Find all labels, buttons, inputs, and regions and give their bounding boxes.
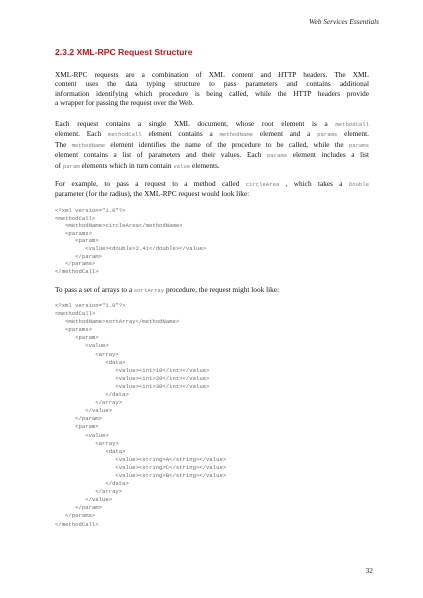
- running-head: Web Services Essentials: [309, 17, 379, 26]
- paragraph-line: information identifying which procedure is being called, while the HTTP headers provide: [55, 88, 369, 98]
- inline-code: params: [267, 152, 288, 160]
- text-run: procedure, the request might look like:: [164, 285, 280, 294]
- paragraph-line: [55, 285, 369, 295]
- paragraph-line: content uses the data typing structure to pass parameters and contains additional: [55, 79, 369, 89]
- text-run: of: [55, 160, 63, 170]
- paragraph-request-structure: [55, 119, 369, 171]
- text-run: element contains a: [141, 129, 220, 139]
- text-run: element contains a list of parameters and their values. Each: [55, 150, 268, 160]
- paragraph-line: [55, 179, 369, 189]
- page-number: 32: [365, 566, 373, 575]
- code-block-sort-array: <?xml version="1.0"?> <methodCall> <methodName>sortArray</methodName> <params> <param> <value> <array> <data> <value><int>10</int></value> <value><int>20</int></value> <value><int>30</int></value> </data> </array> </value> </param> <param> <value> <array> <data> <value><string>A</string></value> <value><string>C</string></value> <value><string>B</string></value> </data> </array> </value> </param> </params> </methodCall>: [55, 302, 227, 528]
- paragraph-line: XML-RPC requests are a combination of XML content and HTTP headers. The XML: [55, 70, 369, 79]
- text-run: element identifies the name of the procedure to be called, while the: [105, 139, 349, 149]
- text-run: element includes a list: [287, 150, 369, 160]
- text-run: element and a: [253, 129, 318, 139]
- text-run: For example, to pass a request to a method called: [55, 179, 246, 188]
- inline-code: params: [317, 131, 338, 139]
- section-heading: 2.3.2 XML-RPC Request Structure: [55, 47, 193, 57]
- paragraph-line: [55, 119, 369, 129]
- inline-code: value: [173, 162, 191, 170]
- text-run: Each request contains a single XML document, whose root element is a: [55, 119, 336, 128]
- inline-code: Double: [348, 181, 369, 188]
- text-run: To pass a set of arrays to a: [55, 285, 134, 294]
- paragraph-line: parameter (for the radius), the XML-RPC request would look like:: [55, 189, 250, 199]
- inline-code: methodCall: [108, 131, 142, 139]
- inline-code: circleArea: [245, 181, 280, 188]
- text-run: elements which in turn contain: [79, 160, 174, 170]
- paragraph-line: [55, 129, 369, 139]
- paragraph-intro: [55, 70, 369, 108]
- inline-code: param: [62, 162, 80, 170]
- inline-code: methodName: [71, 141, 106, 149]
- paragraph-line: [55, 140, 369, 150]
- paragraph-example-intro: [55, 179, 369, 199]
- inline-code: methodCall: [335, 121, 369, 128]
- paragraph-line: [55, 150, 369, 160]
- inline-code: methodName: [219, 131, 254, 139]
- text-run: elements.: [190, 160, 220, 170]
- code-block-circle-area: <?xml version="1.0"?> <methodCall> <methodName>circleArea</methodName> <params> <param> <value><double>2.41</double></value> </param> </params> </methodCall>: [55, 207, 207, 275]
- text-run: element. Each: [55, 129, 109, 139]
- inline-code: sortArray: [133, 287, 165, 294]
- inline-code: params: [348, 141, 370, 149]
- paragraph-sort-array-intro: [55, 285, 369, 295]
- text-run: element.: [337, 129, 369, 139]
- paragraph-line: [55, 161, 369, 171]
- text-run: , which takes a: [279, 179, 349, 188]
- text-run: The: [55, 139, 72, 149]
- paragraph-line: a wrapper for passing the request over the Web.: [55, 98, 194, 108]
